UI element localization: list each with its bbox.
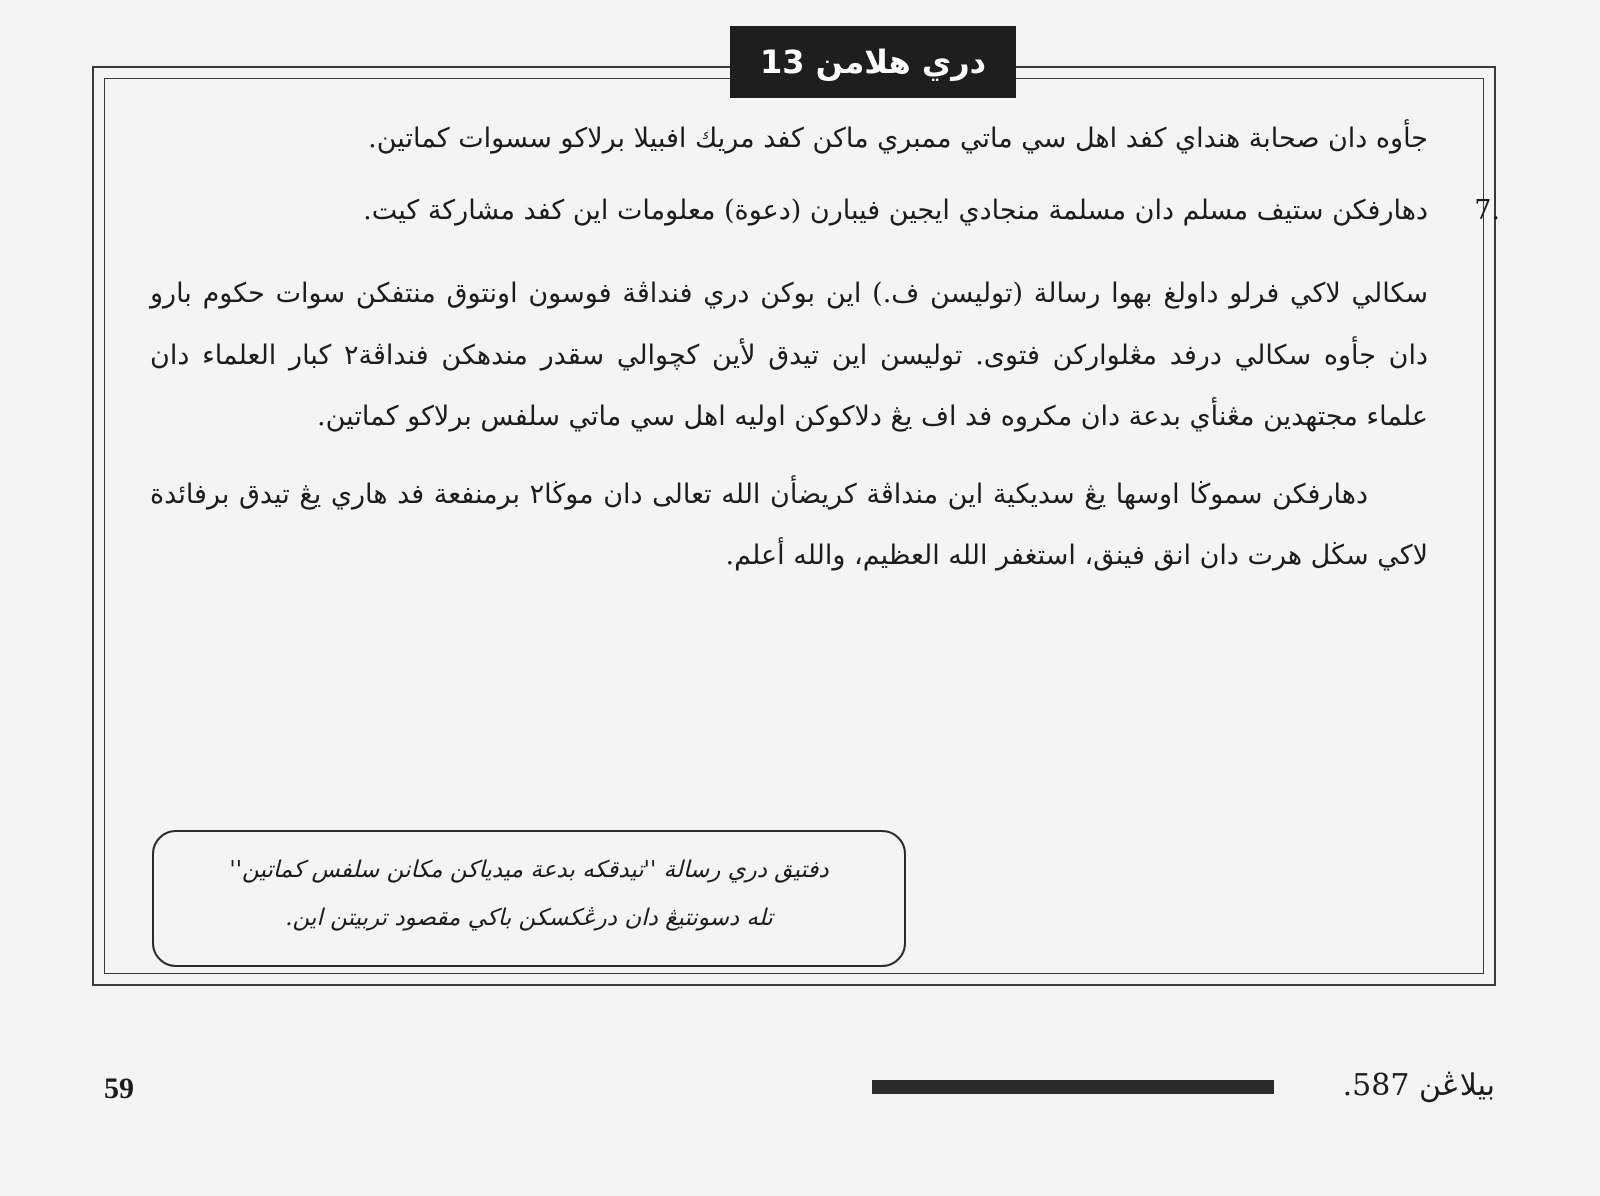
- article-body: [150, 108, 1500, 587]
- list-item-number: 7.: [1474, 194, 1500, 226]
- page-number: 59: [104, 1072, 134, 1105]
- section-header-tab: [730, 26, 1016, 98]
- source-note-line-2: تله دسونتيڠ دان درڠكسكن باكي مقصود تربيتن اين.: [285, 905, 773, 931]
- issue-number: بيلاڠن 587.: [1342, 1068, 1495, 1103]
- source-note-box: [152, 830, 906, 967]
- list-item-text: دهارفكن ستيف مسلم دان مسلمة منجادي ايجين فيبارن (دعوة) معلومات اين كفد مشاركة كيت.: [363, 194, 1428, 226]
- section-header-title: دري هلامن 13: [759, 43, 987, 81]
- source-note-line-1: دفتيق دري رسالة ''تيدقكه بدعة ميدياكن مكانن سلفس كماتين'': [229, 857, 829, 883]
- paragraph-continuation: جأوه دان صحابة هنداي كفد اهل سي ماتي ممبري ماكن كفد مريك افبيلا برلاكو سسوات كماتين.: [368, 123, 1428, 154]
- paragraph-closing-prayer: دهارفكن سموڬا اوسها يڠ سديكية اين منداڤة كريضأن الله تعالى دان موڬا٢ برمنفعة فد هاري يڠ تيدق برفائدة لاكي سڬل هرت دان انق فينق، استغفر الله العظيم، والله أعلم.: [150, 478, 1428, 571]
- list-item-7: [150, 180, 1500, 242]
- footer-rule: [872, 1080, 1274, 1094]
- paragraph-note-on-treatise: سكالي لاكي فرلو داولغ بهوا رسالة (توليسن ف.) اين بوكن دري فنداڤة فوسون اونتوق منتفكن سوات حكوم بارو دان جأوه سكالي درفد مڠلواركن فتوى. توليسن اين تيدق لأين كچوالي سقدر مندهكن فنداڤة٢ كبار العلماء دان علماء مجتهدين مڠنأي بدعة دان مكروه فد اف يڠ دلاكوكن اوليه اهل سي ماتي سلفس برلاكو كماتين.: [150, 278, 1428, 432]
